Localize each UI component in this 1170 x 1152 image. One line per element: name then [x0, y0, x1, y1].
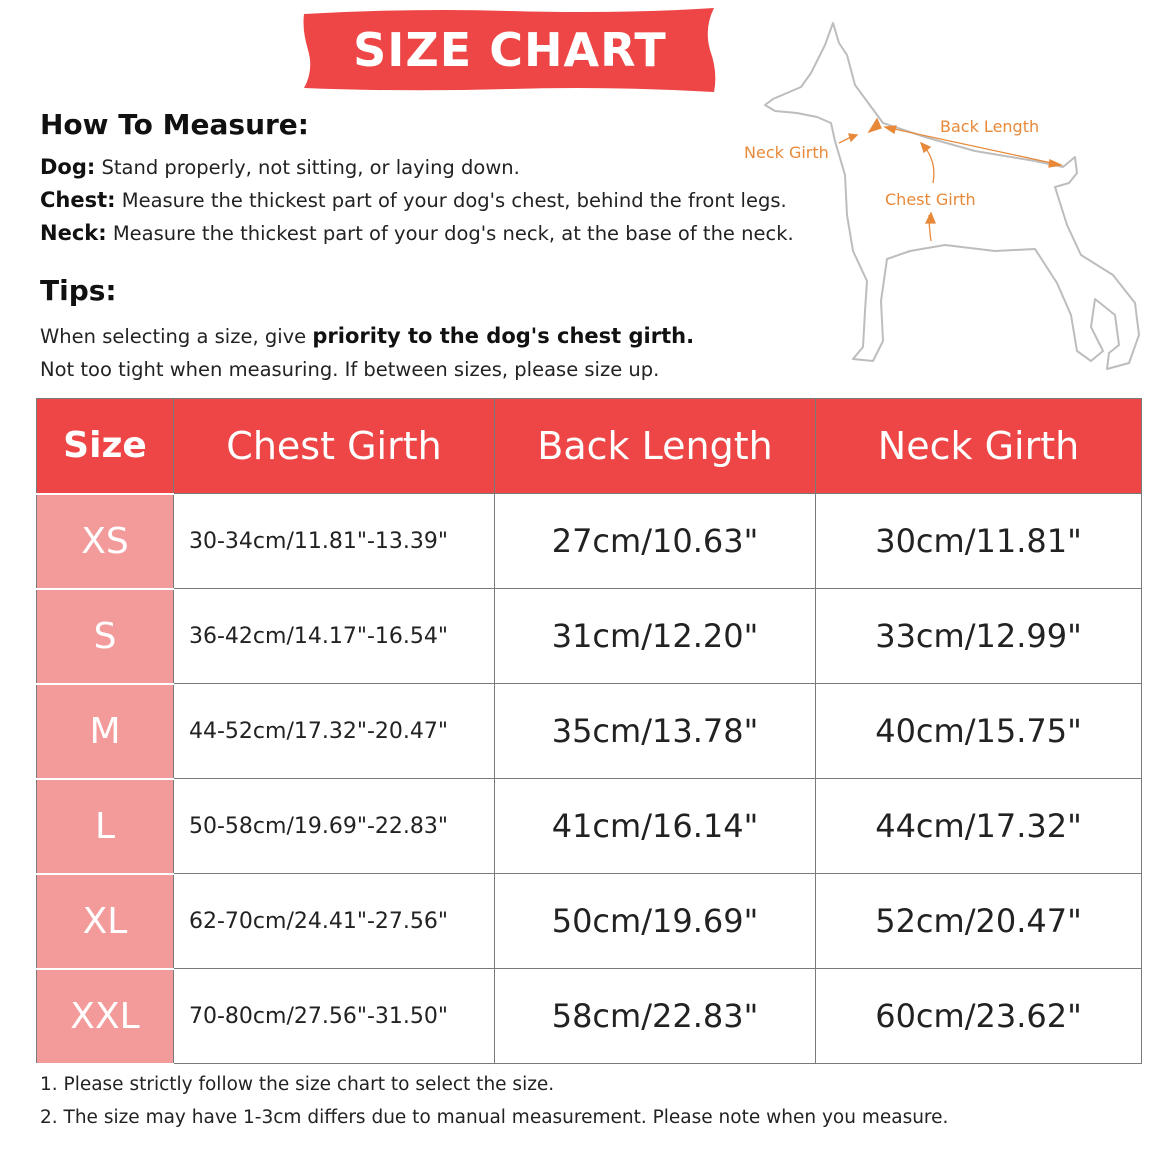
measure-neck-label: Neck: — [40, 221, 107, 245]
table-row — [37, 779, 1142, 874]
neck-girth-cell: 60cm/23.62" — [816, 969, 1142, 1064]
chest-girth-cell: 36-42cm/14.17"-16.54" — [174, 589, 495, 684]
size-table — [36, 398, 1142, 1065]
back-arrow-right-icon — [1049, 160, 1061, 167]
size-cell: XL — [37, 874, 174, 969]
notes-section — [40, 1068, 948, 1134]
neck-girth-label: Neck Girth — [744, 143, 829, 162]
tips-section — [40, 320, 694, 386]
back-length-cell: 35cm/13.78" — [495, 684, 816, 779]
measure-chest-label: Chest: — [40, 188, 116, 212]
neck-girth-cell: 33cm/12.99" — [816, 589, 1142, 684]
tips-line-1-bold: priority to the dog's chest girth. — [312, 324, 695, 348]
how-to-measure-heading: How To Measure: — [40, 108, 309, 141]
neck-girth-cell: 40cm/15.75" — [816, 684, 1142, 779]
back-length-label: Back Length — [940, 117, 1040, 136]
measure-dog-line — [40, 151, 840, 184]
measure-neck-line — [40, 217, 840, 250]
header-neck-girth: Neck Girth — [816, 399, 1142, 494]
neck-girth-cell: 30cm/11.81" — [816, 494, 1142, 589]
chest-girth-label: Chest Girth — [885, 190, 976, 209]
header-chest-girth: Chest Girth — [174, 399, 495, 494]
neck-arrow-icon — [849, 134, 857, 141]
size-cell: S — [37, 589, 174, 684]
measure-chest-text: Measure the thickest part of your dog's chest, behind the front legs. — [121, 189, 787, 212]
measure-dog-label: Dog: — [40, 155, 96, 179]
size-cell: XS — [37, 494, 174, 589]
table-header-row — [37, 399, 1142, 494]
measure-chest-line — [40, 184, 840, 217]
table-row — [37, 684, 1142, 779]
dog-diagram — [735, 15, 1145, 380]
chest-arrow-top-icon — [921, 143, 930, 152]
tips-heading: Tips: — [40, 274, 117, 307]
chest-girth-cell: 30-34cm/11.81"-13.39" — [174, 494, 495, 589]
neck-arrow-2-icon — [869, 119, 881, 132]
title-banner — [300, 8, 720, 92]
table-row — [37, 874, 1142, 969]
tips-line-2: Not too tight when measuring. If between sizes, please size up. — [40, 358, 660, 381]
note-2: 2. The size may have 1-3cm differs due to manual measurement. Please note when you measure. — [40, 1107, 949, 1128]
note-1: 1. Please strictly follow the size chart to select the size. — [40, 1074, 555, 1095]
back-length-cell: 31cm/12.20" — [495, 589, 816, 684]
measure-lines — [839, 119, 1061, 241]
back-length-cell: 27cm/10.63" — [495, 494, 816, 589]
chest-girth-cell: 70-80cm/27.56"-31.50" — [174, 969, 495, 1064]
chest-girth-cell: 62-70cm/24.41"-27.56" — [174, 874, 495, 969]
neck-girth-cell: 44cm/17.32" — [816, 779, 1142, 874]
neck-girth-cell: 52cm/20.47" — [816, 874, 1142, 969]
size-cell: M — [37, 684, 174, 779]
measure-neck-text: Measure the thickest part of your dog's neck, at the base of the neck. — [112, 222, 794, 245]
table-row — [37, 494, 1142, 589]
table-row — [37, 969, 1142, 1064]
page-title: SIZE CHART — [353, 23, 667, 77]
header-back-length: Back Length — [495, 399, 816, 494]
measure-dog-text: Stand properly, not sitting, or laying down. — [101, 156, 520, 179]
header-size: Size — [37, 399, 174, 494]
back-arrow-left-icon — [885, 126, 896, 133]
tips-line-1-prefix: When selecting a size, give — [40, 325, 313, 348]
size-cell: L — [37, 779, 174, 874]
back-length-cell: 50cm/19.69" — [495, 874, 816, 969]
chest-girth-cell: 50-58cm/19.69"-22.83" — [174, 779, 495, 874]
tips-line-1 — [40, 320, 694, 353]
how-to-measure-section — [40, 108, 840, 250]
back-length-cell: 58cm/22.83" — [495, 969, 816, 1064]
back-length-cell: 41cm/16.14" — [495, 779, 816, 874]
size-cell: XXL — [37, 969, 174, 1064]
chest-girth-cell: 44-52cm/17.32"-20.47" — [174, 684, 495, 779]
table-row — [37, 589, 1142, 684]
chest-arrow-bottom-icon — [926, 213, 935, 223]
